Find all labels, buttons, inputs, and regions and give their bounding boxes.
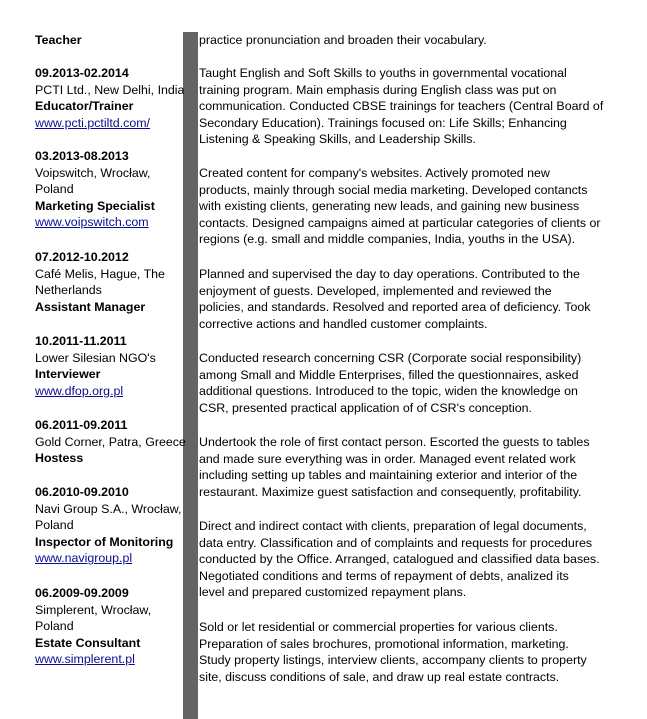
desc-line: including setting up tables and maintaining exterior and interior of the (199, 468, 578, 483)
desc-line: corrective actions and handled customer complaints. (199, 316, 488, 331)
company-name: PCTI Ltd., New Delhi, India (35, 82, 185, 97)
desc-line: additional questions. Introduced to the topic, widen the knowledge on (199, 384, 578, 399)
top-description (199, 32, 619, 49)
job-dates: 07.2012-10.2012 (35, 250, 129, 264)
job-entry-gold-corner (35, 417, 185, 467)
company-link[interactable]: www.voipswitch.com (35, 215, 149, 230)
desc-line: communication. Conducted CBSE trainings for teachers (Central Board of (199, 99, 604, 114)
company-location: Poland (35, 619, 74, 634)
desc-line: Preparation of sales brochures, promotional information, marketing. (199, 636, 569, 651)
desc-line: Undertook the role of first contact person. Escorted the guests to tables (199, 435, 590, 449)
desc-line: Planned and supervised the day to day operations. Contributed to the (199, 267, 580, 281)
job-description-pcti (199, 65, 619, 148)
desc-line: Listening & Speaking Skills, and Leadership Skills. (199, 132, 476, 147)
desc-line: practice pronunciation and broaden their vocabulary. (199, 33, 487, 47)
desc-line: products, mainly through social media marketing. Developed contancts (199, 182, 588, 197)
job-dates: 03.2013-08.2013 (35, 149, 129, 163)
desc-line: regions (e.g. small and middle companies, India, youths in the USA). (199, 232, 576, 247)
desc-line: CSR, presented practical application of of CSR's conception. (199, 400, 532, 415)
job-title: Interviewer (35, 367, 101, 382)
company-link[interactable]: www.simplerent.pl (35, 652, 135, 667)
job-dates: 09.2013-02.2014 (35, 66, 129, 80)
job-entry-ngo (35, 333, 185, 399)
job-title: Marketing Specialist (35, 198, 155, 213)
desc-line: Study property listings, interview clients, accompany clients to property (199, 653, 587, 668)
desc-line: training program. Main emphasis during English class was put on (199, 82, 557, 97)
desc-line: restaurant. Maximize guest satisfaction and consequently, profitability. (199, 484, 582, 499)
job-entry-pcti (35, 65, 185, 131)
job-title: Educator/Trainer (35, 99, 134, 114)
company-name: Simplerent, Wrocław, (35, 602, 152, 617)
company-link[interactable]: www.navigroup.pl (35, 551, 133, 566)
company-name: Café Melis, Hague, The (35, 266, 165, 281)
desc-line: and made sure everything was in order. Managed event related work (199, 451, 576, 466)
desc-line: with existing clients, generating new leads, and gaining new business (199, 199, 580, 214)
company-name: Voipswitch, Wrocław, (35, 165, 151, 180)
desc-line: enjoyment of guests. Developed, implemented and reviewed the (199, 283, 552, 298)
job-dates: 06.2011-09.2011 (35, 418, 128, 432)
desc-line: Created content for company's websites. Actively promoted new (199, 166, 550, 180)
company-name: Lower Silesian NGO's (35, 350, 156, 365)
desc-line: Direct and indirect contact with clients, preparation of legal documents, (199, 519, 587, 533)
desc-line: Sold or let residential or commercial properties for various clients. (199, 620, 558, 634)
job-entry-voipswitch (35, 148, 185, 231)
desc-line: site, discuss conditions of sale, and draw up real estate contracts. (199, 669, 560, 684)
desc-line: Taught English and Soft Skills to youths in governmental vocational (199, 66, 567, 80)
job-description-voipswitch (199, 165, 619, 248)
company-link[interactable]: www.pcti.pctiltd.com/ (35, 115, 150, 130)
job-description-gold-corner (199, 434, 619, 500)
job-title: Assistant Manager (35, 299, 146, 314)
job-description-ngo (199, 350, 619, 416)
job-description-navi-group (199, 518, 619, 601)
divider-bar (183, 32, 198, 719)
job-entry-simplerent (35, 585, 185, 668)
job-entry-navi-group (35, 484, 185, 567)
job-entry-cafe-melis (35, 249, 185, 315)
desc-line: level and prepared customized repayment plans. (199, 585, 467, 600)
desc-line: conducted by the Office. Arranged, catalogued and classified data bases. (199, 552, 600, 567)
company-link[interactable]: www.dfop.org.pl (35, 383, 124, 398)
desc-line: Negotiated conditions and terms of repayment of debts, analized its (199, 568, 569, 583)
desc-line: policies, and standards. Resolved and reported area of deficiency. Took (199, 300, 591, 315)
job-title: Teacher (35, 33, 82, 47)
company-location: Poland (35, 518, 74, 533)
top-role-block (35, 32, 185, 49)
desc-line: Secondary Education). Trainings focused on: Life Skills; Enhancing (199, 115, 567, 130)
company-location: Poland (35, 182, 74, 197)
job-title: Hostess (35, 451, 84, 466)
desc-line: among Small and Middle Enterprises, filled the questionnaires, asked (199, 367, 579, 382)
job-dates: 10.2011-11.2011 (35, 334, 127, 348)
company-name: Gold Corner, Patra, Greece (35, 434, 186, 449)
job-description-simplerent (199, 619, 619, 685)
company-name: Navi Group S.A., Wrocław, (35, 501, 182, 516)
job-title: Estate Consultant (35, 635, 141, 650)
desc-line: data entry. Classification and of complaints and requests for procedures (199, 535, 593, 550)
job-title: Inspector of Monitoring (35, 534, 174, 549)
job-description-cafe-melis (199, 266, 619, 332)
company-location: Netherlands (35, 283, 102, 298)
desc-line: Conducted research concerning CSR (Corporate social responsibility) (199, 351, 582, 365)
job-dates: 06.2009-09.2009 (35, 586, 129, 600)
job-dates: 06.2010-09.2010 (35, 485, 129, 499)
desc-line: contacts. Designed campaigns aimed at particular categories of clients or (199, 215, 601, 230)
